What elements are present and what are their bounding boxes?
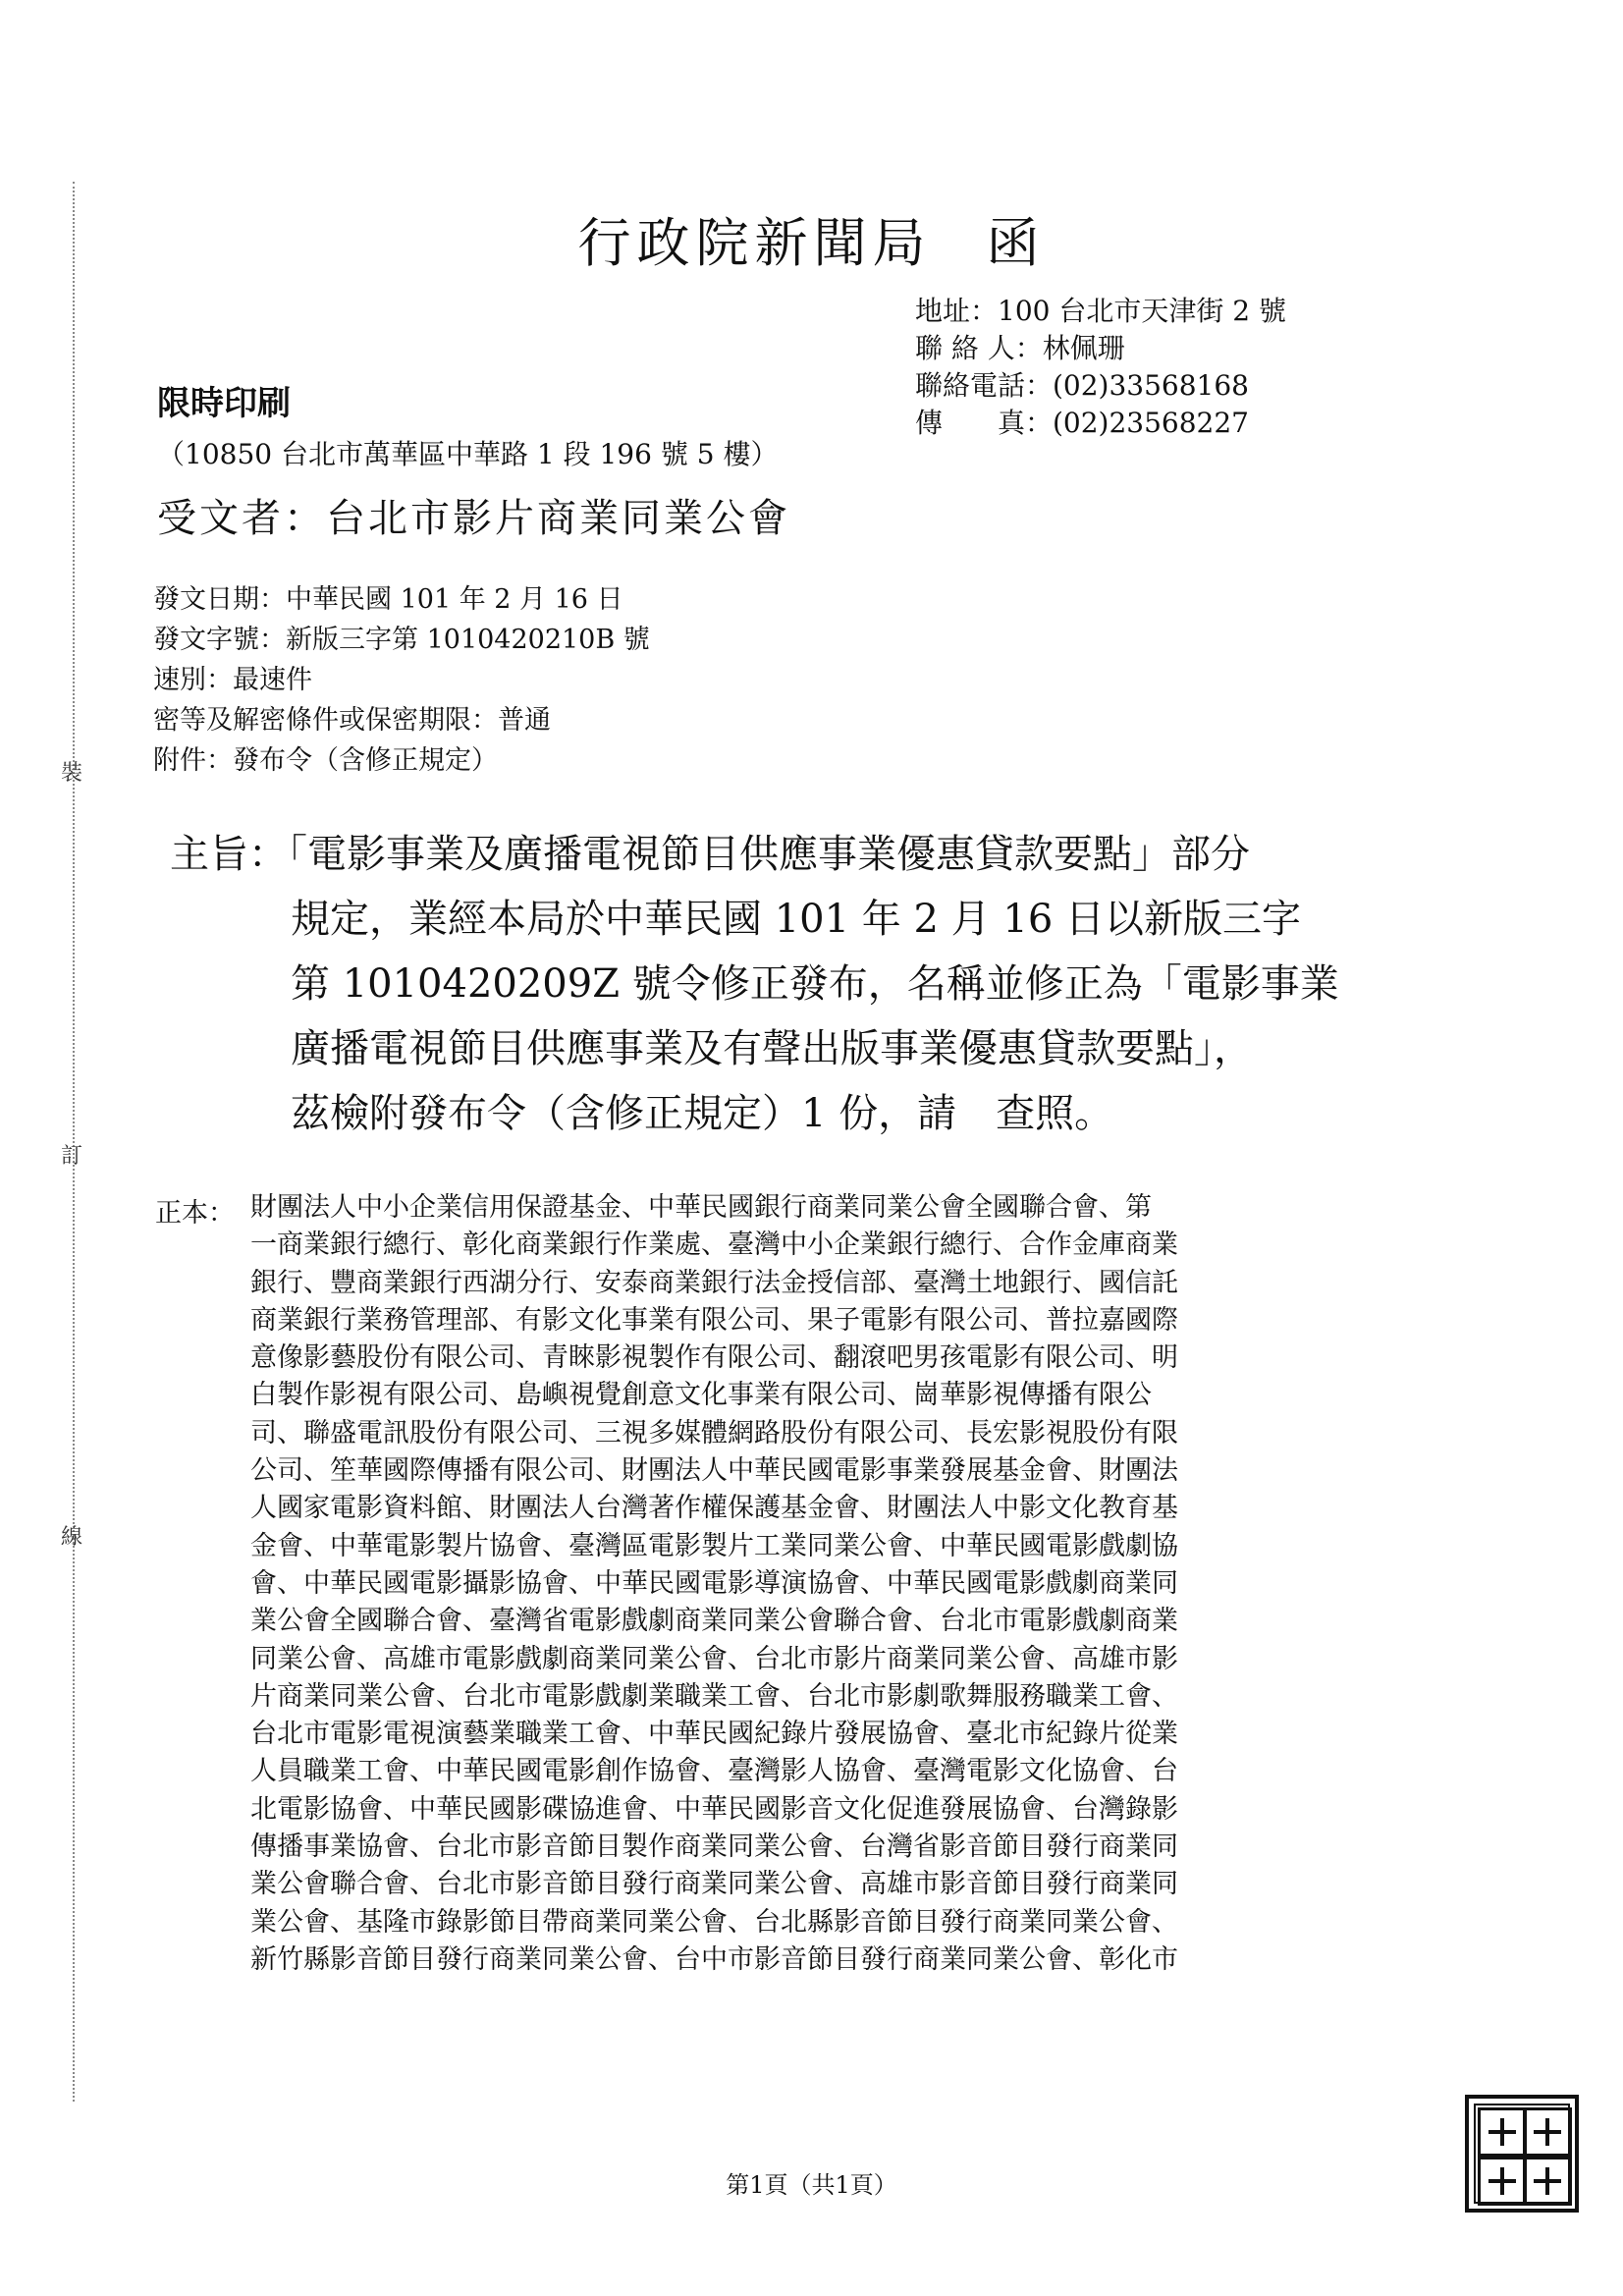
cc-line: 業公會聯合會、台北市影音節目發行商業同業公會、高雄市影音節目發行商業同 (250, 1869, 1178, 1900)
cc-line: 白製作影視有限公司、島嶼視覺創意文化事業有限公司、崗華影視傳播有限公 (250, 1380, 1152, 1411)
cc-line: 業公會全國聯合會、臺灣省電影戲劇商業同業公會聯合會、台北市電影戲劇商業 (250, 1606, 1178, 1637)
cc-line: 財團法人中小企業信用保證基金、中華民國銀行商業同業公會全國聯合會、第 (250, 1192, 1152, 1223)
cc-line: 一商業銀行總行、彰化商業銀行作業處、臺灣中小企業銀行總行、合作金庫商業 (250, 1230, 1178, 1261)
cc-line: 金會、中華電影製片協會、臺灣區電影製片工業同業公會、中華民國電影戲劇協 (250, 1530, 1178, 1561)
binding-mark-xian: 線 (61, 1525, 83, 1550)
cc-list (250, 1189, 1178, 1979)
contact-person: 聯 絡 人：林佩珊 (915, 332, 1125, 364)
subject-first-line (170, 823, 1250, 879)
binding-mark-zhuang: 裝 (61, 761, 83, 786)
subject-label: 主旨： (170, 832, 288, 877)
seal-glyph (1523, 2107, 1572, 2157)
document-title (0, 201, 1623, 277)
cc-label: 正本： (155, 1198, 235, 1229)
cc-line: 北電影協會、中華民國影碟協進會、中華民國影音文化促進發展協會、台灣錄影 (250, 1793, 1178, 1825)
cc-line: 新竹縣影音節目發行商業同業公會、台中市影音節目發行商業同業公會、彰化市 (250, 1943, 1178, 1975)
contact-block (915, 293, 1286, 442)
subject-body (291, 887, 1339, 1146)
cc-line: 人國家電影資料館、財團法人台灣著作權保護基金會、財團法人中影文化教育基 (250, 1493, 1178, 1524)
cc-line: 人員職業工會、中華民國電影創作協會、臺灣影人協會、臺灣電影文化協會、台 (250, 1756, 1178, 1787)
page-number: 第1頁（共1頁） (726, 2171, 897, 2199)
cc-line: 同業公會、高雄市電影戲劇商業同業公會、台北市影片商業同業公會、高雄市影 (250, 1643, 1178, 1674)
contact-fax: 傳 真：(02)23568227 (915, 407, 1249, 439)
cc-line: 片商業同業公會、台北市電影戲劇業職業工會、台北市影劇歌舞服務職業工會、 (250, 1680, 1178, 1712)
cc-line: 司、聯盛電訊股份有限公司、三視多媒體網路股份有限公司、長宏影視股份有限 (250, 1417, 1178, 1449)
subject-line: 廣播電視節目供應事業及有聲出版事業優惠貸款要點」， (291, 1026, 1253, 1071)
cc-line: 公司、笙華國際傳播有限公司、財團法人中華民國電影事業發展基金會、財團法 (250, 1455, 1178, 1487)
subject-line: 「電影事業及廣播電視節目供應事業優惠貸款要點」部分 (288, 832, 1250, 877)
subject-line: 茲檢附發布令（含修正規定）1 份，請 查照。 (291, 1091, 1114, 1136)
seal-glyph (1523, 2157, 1572, 2206)
document-meta (153, 579, 650, 781)
cc-line: 業公會、基隆市錄影節目帶商業同業公會、台北縣影音節目發行商業同業公會、 (250, 1906, 1178, 1938)
subject-line: 規定，業經本局於中華民國 101 年 2 月 16 日以新版三字 (291, 897, 1301, 942)
seal-glyph (1478, 2157, 1527, 2206)
issue-date: 發文日期：中華民國 101 年 2 月 16 日 (153, 584, 623, 615)
cc-line: 意像影藝股份有限公司、青睞影視製作有限公司、翻滾吧男孩電影有限公司、明 (250, 1342, 1178, 1374)
binding-mark-ding: 訂 (61, 1144, 83, 1169)
official-seal-icon (1465, 2095, 1579, 2213)
seal-inner-border (1474, 2104, 1570, 2204)
agency-name: 行政院新聞局 (577, 212, 932, 274)
document-number: 發文字號：新版三字第 1010420210B 號 (153, 625, 650, 655)
subject-line: 第 1010420209Z 號令修正發布，名稱並修正為「電影事業 (291, 961, 1339, 1007)
contact-phone: 聯絡電話：(02)33568168 (915, 369, 1249, 402)
urgency-label: 限時印刷 (157, 384, 291, 423)
attachment: 附件：發布令（含修正規定） (153, 745, 498, 776)
security-level: 密等及解密條件或保密期限：普通 (153, 705, 551, 736)
seal-glyph (1478, 2107, 1527, 2157)
document-type: 函 (986, 212, 1046, 274)
delivery-speed: 速別：最速件 (153, 665, 312, 695)
cc-line: 會、中華民國電影攝影協會、中華民國電影導演協會、中華民國電影戲劇商業同 (250, 1567, 1178, 1599)
cc-line: 傳播事業協會、台北市影音節目製作商業同業公會、台灣省影音節目發行商業同 (250, 1831, 1178, 1863)
recipient-address: （10850 台北市萬華區中華路 1 段 196 號 5 樓） (157, 438, 779, 470)
cc-line: 銀行、豐商業銀行西湖分行、安泰商業銀行法金授信部、臺灣土地銀行、國信託 (250, 1267, 1178, 1298)
cc-line: 台北市電影電視演藝業職業工會、中華民國紀錄片發展協會、臺北市紀錄片從業 (250, 1719, 1178, 1750)
cc-line: 商業銀行業務管理部、有影文化事業有限公司、果子電影有限公司、普拉嘉國際 (250, 1304, 1178, 1336)
recipient: 受文者：台北市影片商業同業公會 (157, 496, 790, 541)
contact-address: 地址：100 台北市天津街 2 號 (915, 295, 1286, 327)
